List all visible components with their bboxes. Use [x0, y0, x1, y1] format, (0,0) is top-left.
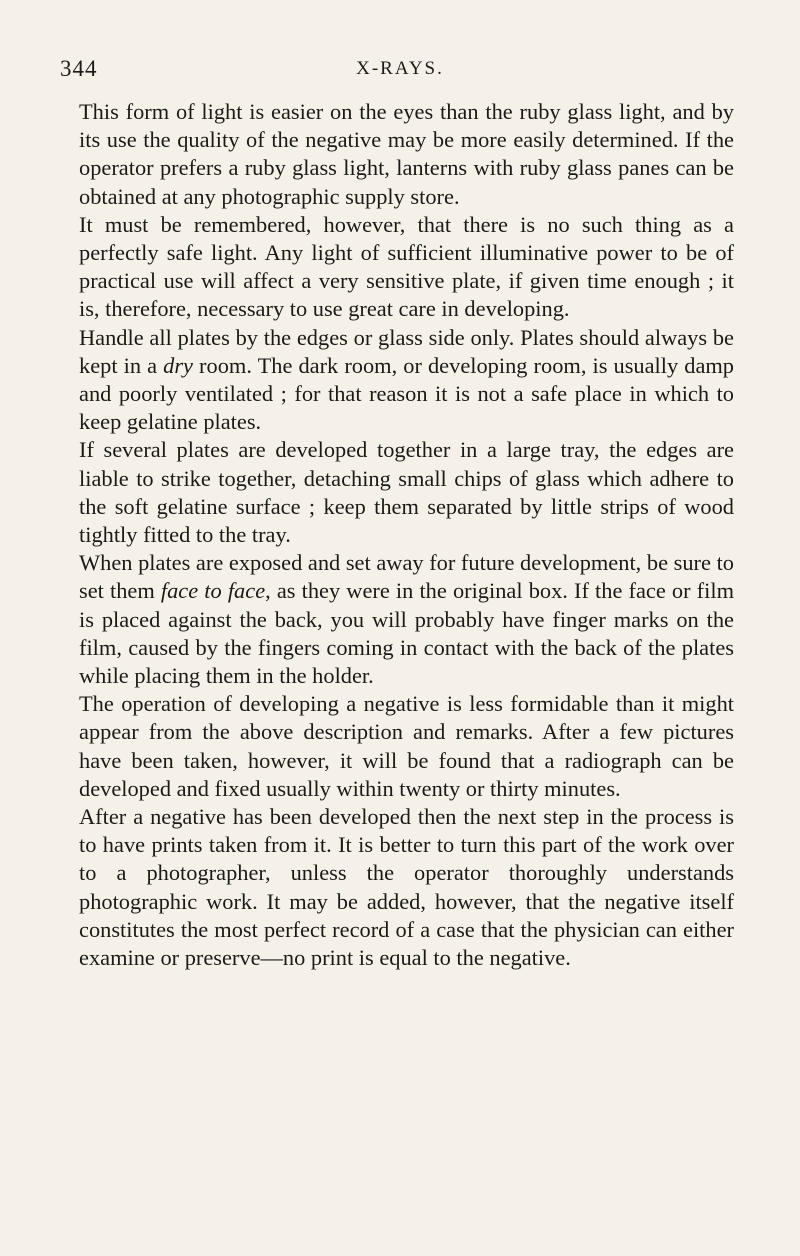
paragraph-text: When plates are exposed and set away for future development, be sure to set them: [79, 550, 734, 604]
body-text: [79, 98, 734, 972]
paragraph-text: , as they were in the original box. If the face or film is placed against the back, you will probably have finger marks on the film, caused by the fingers coming in contact with the back of the plates while placing them in the holder.: [79, 578, 734, 689]
running-title: X-RAYS.: [356, 58, 444, 79]
page-number: 344: [60, 56, 98, 81]
page-header: [60, 56, 740, 86]
paragraph-text: Handle all plates by the edges or glass side only. Plates should always be kept in a: [79, 324, 734, 378]
paragraph-safe-light-lanterns: This form of light is easier on the eyes than the ruby glass light, and by its use the quality of the negative may be more easily determined. If the operator prefers a ruby glass light, lanterns with ruby glass panes can be obtained at any photographic supply store.: [79, 99, 734, 209]
paragraph-face-to-face: [79, 549, 734, 690]
emphasis-dry: dry: [163, 352, 193, 378]
paragraph-developing-time: The operation of developing a negative is less formidable than it might appear from the above description and remarks. After a few pictures have been taken, however, it will be found that a radiograph can be developed and fixed usually within twenty or thirty minutes.: [79, 691, 734, 801]
emphasis-face-to-face: face to face: [160, 578, 266, 604]
paragraph-text: room. The dark room, or developing room, is usually damp and poorly ventilated ; for that reason it is not a safe place in which to keep gelatine plates.: [79, 352, 734, 435]
paragraph-tray-chips: If several plates are developed together in a large tray, the edges are liable to strike together, detaching small chips of glass which adhere to the soft gelatine surface ; keep them separated by little strips of wood tightly fitted to the tray.: [79, 437, 734, 548]
paragraph-no-safe-light: It must be remembered, however, that there is no such thing as a perfectly safe light. Any light of sufficient illuminative power to be of practical use will affect a very sensitive plate, if given time enough ; it is, therefore, necessary to use great care in developing.: [79, 211, 734, 322]
paragraph-prints: After a negative has been developed then the next step in the process is to have prints taken from it. It is better to turn this part of the work over to a photographer, unless the operator thoroughly understands photographic work. It may be added, however, that the negative itself constitutes the most perfect record of a case that the physician can either examine or preserve—no print is equal to the negative.: [79, 804, 734, 971]
paragraph-handle-plates: [79, 324, 734, 437]
